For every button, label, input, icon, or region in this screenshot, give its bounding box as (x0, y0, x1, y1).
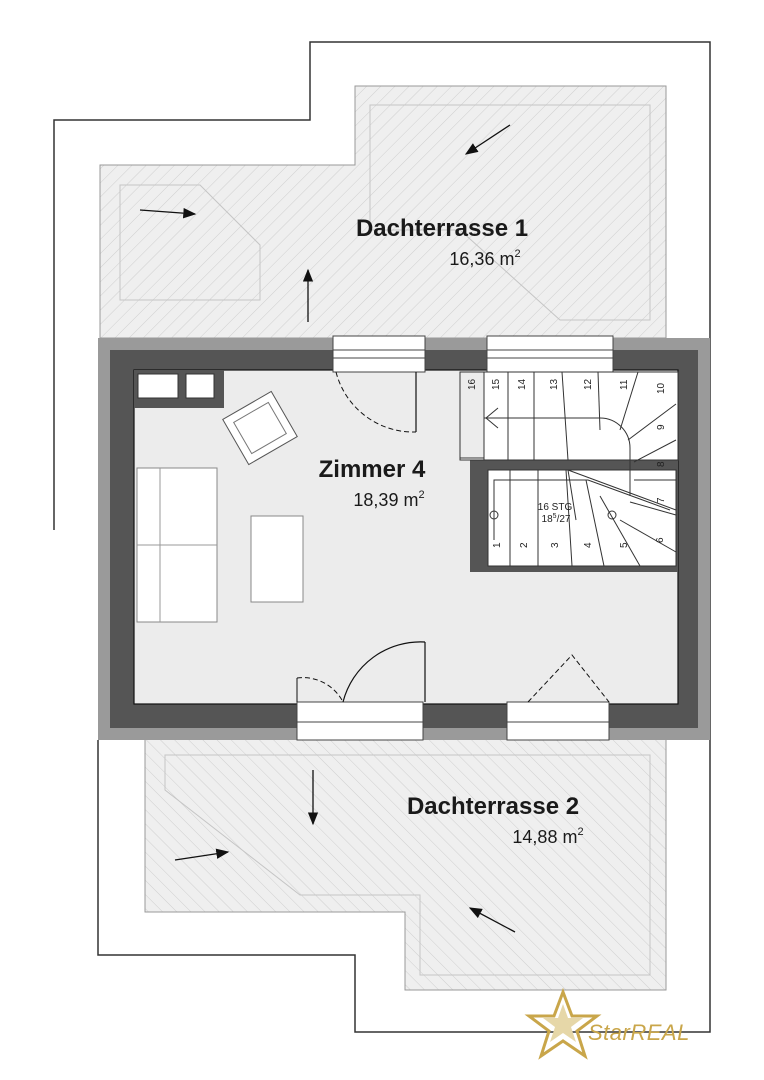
stair-step-number: 10 (656, 382, 667, 394)
terrace-1 (100, 86, 666, 338)
terrace-1-name: Dachterrasse 1 (355, 215, 529, 242)
stair-step-number: 8 (656, 461, 667, 467)
stair-step-number: 9 (656, 424, 667, 430)
terrace-2 (145, 738, 666, 990)
stair-step-number: 13 (549, 378, 560, 390)
star-logo-icon (529, 992, 597, 1056)
stair-step-number: 4 (583, 542, 594, 548)
room-4-area: 18,39 $m^2$ (353, 489, 425, 510)
terrace-2-area: 14,88 $m^2$ (512, 826, 584, 847)
stair-step-number: 5 (619, 542, 630, 548)
window-top-left (333, 336, 425, 372)
stair-label: 16 STG (537, 502, 573, 513)
stair-step-number: 12 (583, 378, 594, 390)
window-top-right (487, 336, 613, 372)
stair-step-number: 7 (656, 497, 667, 503)
stair-step-number: 3 (550, 542, 561, 548)
stair-step-number: 14 (517, 378, 528, 390)
sofa (137, 468, 217, 622)
stair-step-number: 11 (619, 379, 630, 390)
stair-dimension-label: $18^5/27$ (541, 513, 571, 525)
logo-text: StarREAL (588, 1020, 690, 1045)
stair-step-number: 2 (519, 542, 530, 548)
coffee-table (251, 516, 303, 602)
door-bottom-left (297, 702, 423, 740)
stair-step-number: 1 (492, 542, 503, 548)
door-bottom-right (507, 702, 609, 740)
terrace-1-area: 16,36 $m^2$ (449, 248, 521, 269)
stair-step-number: 15 (491, 378, 502, 390)
stair-step-number: 16 (467, 378, 478, 390)
staircase (460, 372, 678, 572)
room-4-name: Zimmer 4 (318, 456, 426, 483)
terrace-2-name: Dachterrasse 2 (406, 793, 580, 820)
stair-step-number: 6 (655, 537, 666, 543)
